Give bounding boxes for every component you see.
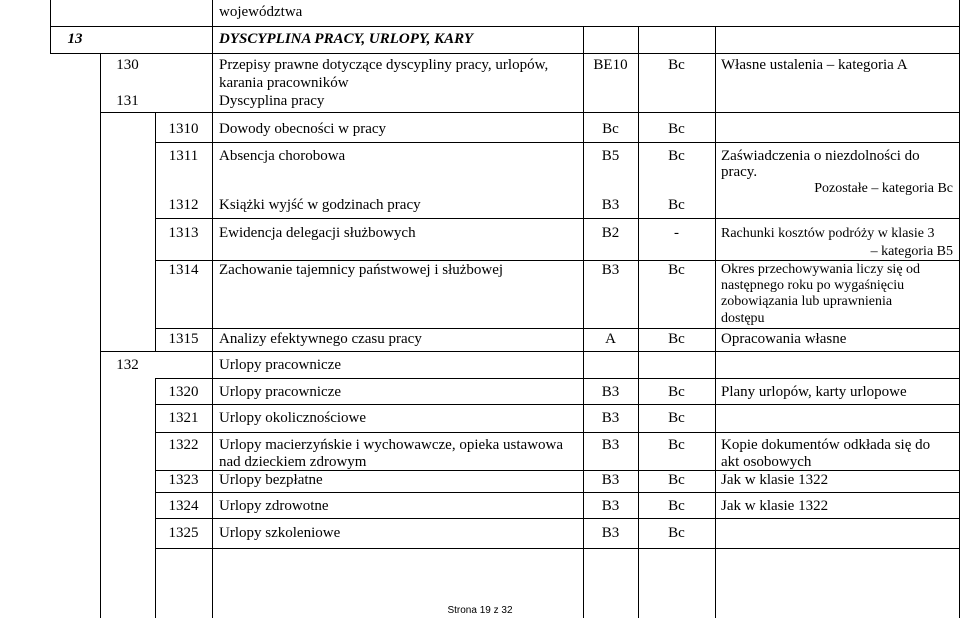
row-code: 1311 [168,148,199,164]
section-title: DYSCYPLINA PRACY, URLOPY, KARY [219,31,474,47]
prev-row-text: województwa [219,4,303,20]
row-code: 1320 [168,384,199,400]
category-b: Bc [668,498,685,514]
remarks: Plany urlopów, karty urlopowe [721,384,907,400]
page-number: Strona 19 z 32 [447,605,513,616]
category-a: B2 [601,225,620,241]
row-name: Urlopy zdrowotne [219,498,329,514]
row-name: Ewidencja delegacji służbowych [219,225,416,241]
row-name: Urlopy okolicznościowe [219,410,367,426]
row-code: 1322 [168,437,199,453]
category-a: B5 [601,148,620,164]
vline [715,26,716,618]
category-b: Bc [668,57,685,73]
category-b: Bc [668,197,685,213]
row-code: 132 [116,357,139,373]
hline [50,26,960,27]
row-name: Przepisy prawne dotyczące dyscypliny pracy, urlopów, [219,57,549,73]
hline [155,260,960,261]
remarks: – kategoria B5 [870,244,953,259]
hline [155,518,960,519]
row-name: Urlopy szkoleniowe [219,525,341,541]
category-b: Bc [668,525,685,541]
hline [155,218,960,219]
row-code: 131 [116,93,139,109]
category-b: Bc [668,121,685,137]
row-name: Urlopy pracownicze [219,357,342,373]
category-a: B3 [601,410,620,426]
row-code: 1313 [168,225,199,241]
remarks: Okres przechowywania liczy się od [721,262,921,277]
row-name: Dyscyplina pracy [219,93,325,109]
remarks: Jak w klasie 1322 [721,472,829,488]
category-a: B3 [601,525,620,541]
row-code: 1324 [168,498,199,514]
hline [100,112,960,113]
vline [212,0,213,618]
remarks: następnego roku po wygaśnięciu [721,278,905,293]
remarks: pracy. [721,164,758,180]
remarks: dostępu [721,311,765,326]
remarks: Rachunki kosztów podróży w klasie 3 [721,226,935,241]
remarks: Pozostałe – kategoria Bc [814,181,953,196]
remarks: zobowiązania lub uprawnienia [721,294,893,309]
category-a: Bc [602,121,619,137]
section-code: 13 [67,31,83,47]
row-name: Urlopy bezpłatne [219,472,323,488]
row-code: 1310 [168,121,199,137]
row-code: 1312 [168,197,199,213]
remarks: Kopie dokumentów odkłada się do [721,437,931,453]
hline [155,404,960,405]
category-b: - [674,225,679,241]
row-name: Absencja chorobowa [219,148,346,164]
row-name: Analizy efektywnego czasu pracy [219,331,422,347]
row-name: nad dzieckiem zdrowym [219,454,367,470]
row-name: karania pracowników [219,75,349,91]
hline [155,492,960,493]
row-code: 1315 [168,331,199,347]
category-b: Bc [668,410,685,426]
hline [100,351,960,352]
hline [50,53,960,54]
category-a: B3 [601,384,620,400]
remarks: Jak w klasie 1322 [721,498,829,514]
remarks: Opracowania własne [721,331,847,347]
category-a: B3 [601,498,620,514]
category-b: Bc [668,384,685,400]
row-name: Zachowanie tajemnicy państwowej i służbowej [219,262,504,278]
category-a: B3 [601,197,620,213]
row-code: 1321 [168,410,199,426]
category-a: BE10 [593,57,628,73]
remarks: Własne ustalenia – kategoria A [721,57,908,73]
category-b: Bc [668,148,685,164]
category-a: B3 [601,262,620,278]
remarks: akt osobowych [721,454,812,470]
hline [155,432,960,433]
row-code: 1325 [168,525,199,541]
row-code: 1323 [168,472,199,488]
row-name: Dowody obecności w pracy [219,121,387,137]
category-b: Bc [668,262,685,278]
hline [155,378,960,379]
row-name: Urlopy macierzyńskie i wychowawcze, opieka ustawowa [219,437,564,453]
row-name: Książki wyjść w godzinach pracy [219,197,421,213]
vline [100,53,101,618]
category-a: B3 [601,472,620,488]
hline [155,328,960,329]
category-b: Bc [668,437,685,453]
hline [155,548,960,549]
hline [155,142,960,143]
category-a: A [605,331,616,347]
remarks: Zaświadczenia o niezdolności do [721,148,920,164]
row-code: 130 [116,57,139,73]
category-a: B3 [601,437,620,453]
category-b: Bc [668,472,685,488]
row-name: Urlopy pracownicze [219,384,342,400]
row-code: 1314 [168,262,199,278]
category-b: Bc [668,331,685,347]
